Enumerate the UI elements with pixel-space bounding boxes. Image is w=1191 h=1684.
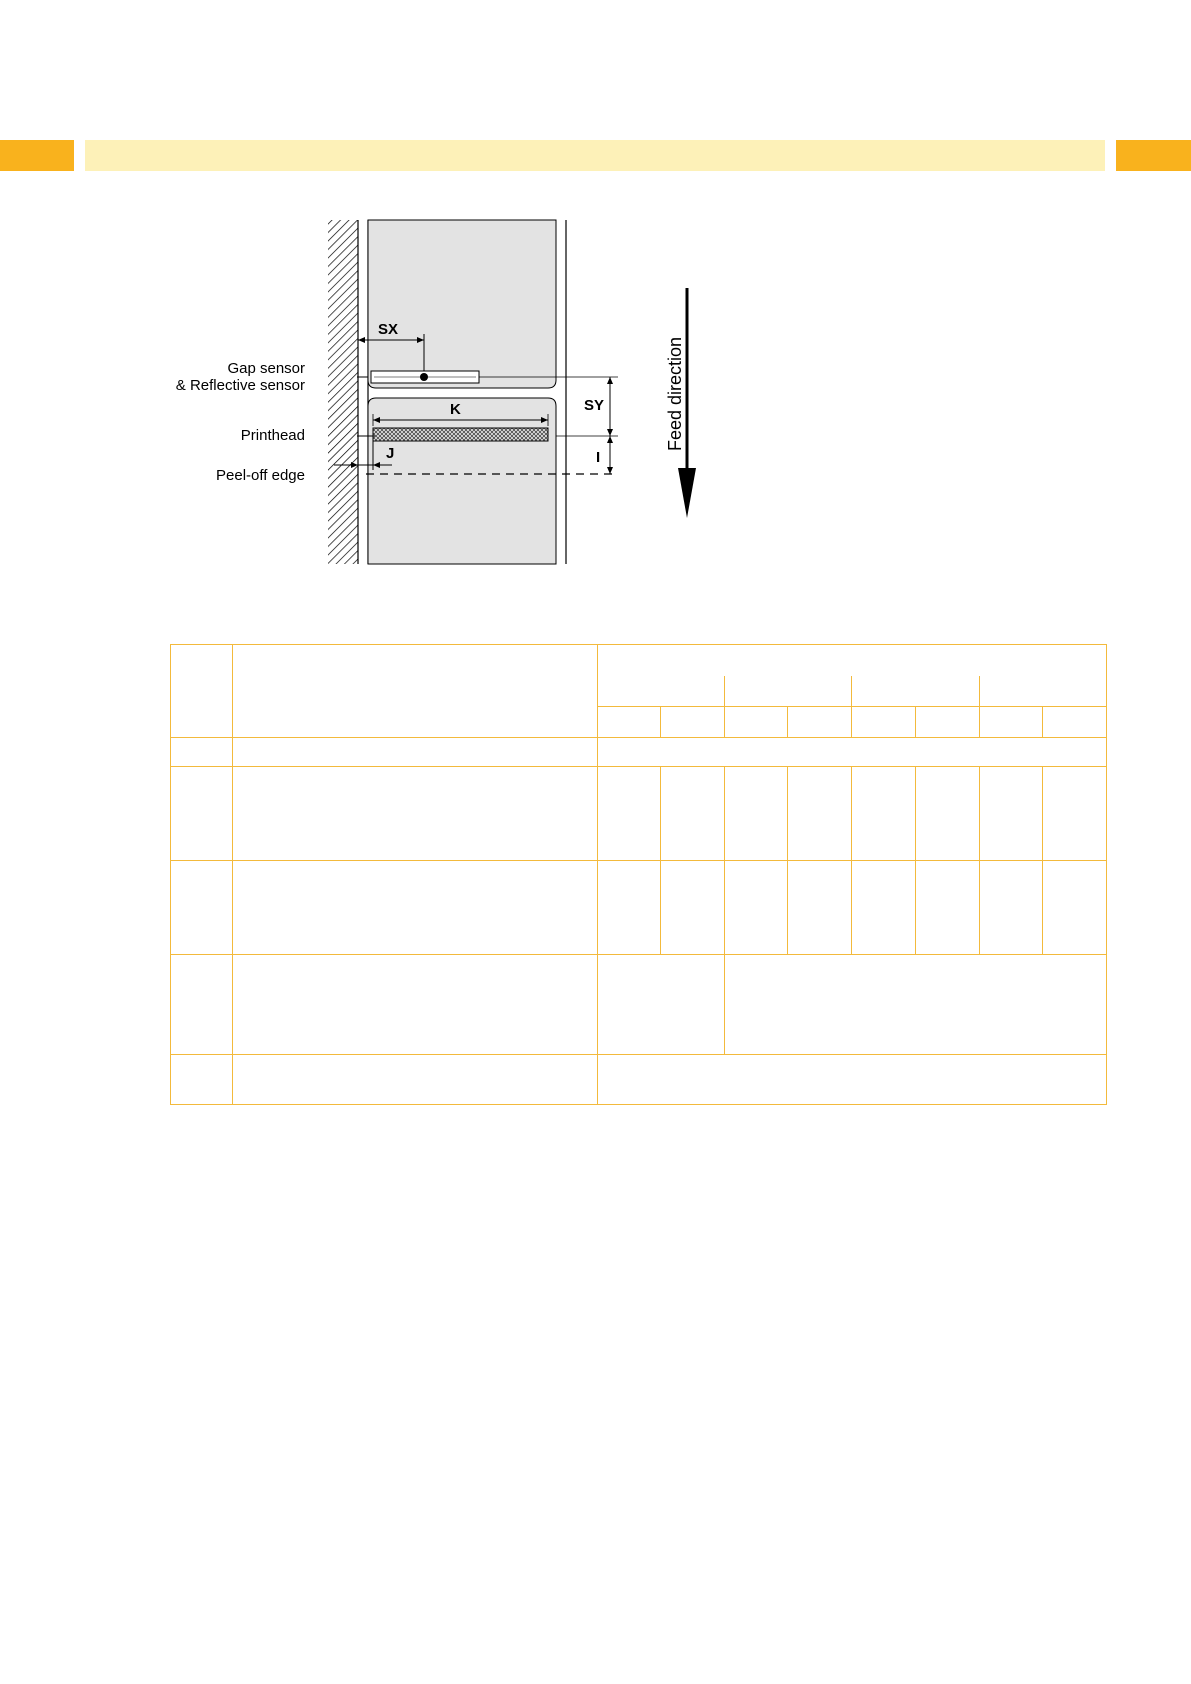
table-cell [915, 861, 979, 955]
media-guide-wall [328, 220, 358, 564]
table-cell [1042, 861, 1106, 955]
table-cell [852, 707, 915, 738]
table-cell [852, 861, 915, 955]
table-header-cell [171, 645, 233, 738]
table-cell [788, 861, 852, 955]
table-cell [233, 1055, 598, 1105]
table-header-cell [597, 645, 1106, 676]
table-cell [661, 767, 725, 861]
table-cell [597, 861, 660, 955]
table-cell [979, 767, 1042, 861]
sx-label: SX [378, 321, 399, 338]
table-cell [233, 955, 598, 1055]
sensor-position-diagram [150, 210, 720, 570]
table-cell [597, 955, 724, 1055]
table-cell [597, 738, 1106, 767]
j-label: J [386, 445, 395, 462]
printhead [373, 428, 548, 441]
table-header-cell [979, 676, 1106, 707]
table-cell [597, 767, 660, 861]
peel-off-edge-label: Peel-off edge [216, 467, 305, 484]
table-cell [915, 707, 979, 738]
table-cell [233, 738, 598, 767]
gap-sensor-label: Gap sensor [227, 360, 305, 377]
sy-label: SY [584, 397, 605, 414]
label-upper [368, 220, 556, 388]
table-cell [661, 861, 725, 955]
table-cell [725, 861, 788, 955]
printhead-label: Printhead [240, 427, 305, 444]
table-cell [171, 738, 233, 767]
table-cell [597, 707, 660, 738]
table-cell [233, 767, 598, 861]
table-cell [1042, 767, 1106, 861]
table-cell [725, 955, 1107, 1055]
i-label: I [596, 449, 601, 466]
table-cell [661, 707, 725, 738]
header-accent-left [0, 140, 74, 171]
table-cell [979, 707, 1042, 738]
table-header-cell [852, 676, 979, 707]
table-cell [1042, 707, 1106, 738]
table-header-cell [597, 676, 724, 707]
table-cell [171, 955, 233, 1055]
table-header-cell [233, 645, 598, 738]
table-cell [171, 767, 233, 861]
table-cell [788, 707, 852, 738]
feed-direction-label: Feed direction [665, 336, 685, 451]
table-cell [915, 767, 979, 861]
table-header-cell [725, 676, 852, 707]
table-cell [979, 861, 1042, 955]
table-cell [597, 1055, 1106, 1105]
reflective-sensor-label: & Reflective sensor [175, 377, 305, 394]
table-cell [788, 767, 852, 861]
header-band [85, 140, 1105, 171]
table-cell [852, 767, 915, 861]
k-label: K [450, 401, 461, 418]
label-dimension-table [170, 644, 1107, 1105]
table-cell [171, 1055, 233, 1105]
table-cell [233, 861, 598, 955]
table-cell [725, 707, 788, 738]
header-accent-right [1116, 140, 1191, 171]
table-cell [171, 861, 233, 955]
label-lower [368, 398, 556, 564]
table-cell [725, 767, 788, 861]
